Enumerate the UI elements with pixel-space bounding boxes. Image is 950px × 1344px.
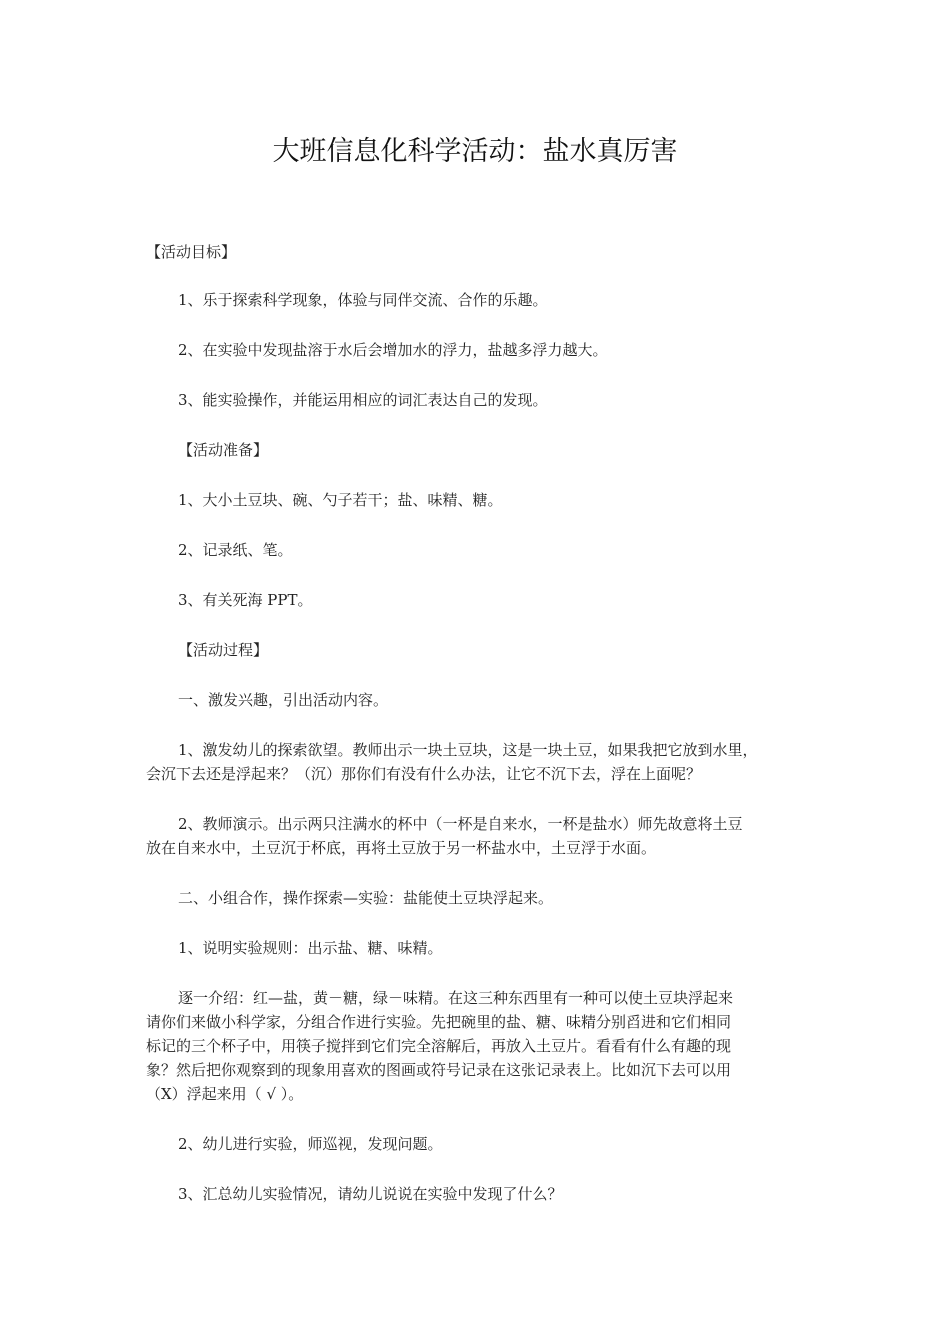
part1-paragraph-1-line-2: 会沉下去还是浮起来？（沉）那你们有没有什么办法，让它不沉下去，浮在上面呢？ [146,765,702,783]
part2-intro-line-4: 象？然后把你观察到的现象用喜欢的图画或符号记录在这张记录表上。比如沉下去可以用 [146,1061,732,1079]
part1-paragraph-2-line-2: 放在自来水中，土豆沉于杯底，再将土豆放于另一杯盐水中，土豆浮于水面。 [146,839,657,857]
part2-intro-line-3: 标记的三个杯子中，用筷子搅拌到它们完全溶解后，再放入土豆片。看看有什么有趣的现 [146,1037,732,1055]
part2-item-3: 3、汇总幼儿实验情况，请幼儿说说在实验中发现了什么？ [178,1185,563,1203]
goal-item-3: 3、能实验操作，并能运用相应的词汇表达自己的发现。 [178,391,548,409]
prep-heading: 【活动准备】 [178,441,269,459]
part1-heading: 一、激发兴趣，引出活动内容。 [178,691,389,709]
goal-item-2: 2、在实验中发现盐溶于水后会增加水的浮力，盐越多浮力越大。 [178,341,608,359]
goal-item-1: 1、乐于探索科学现象，体验与同伴交流、合作的乐趣。 [178,291,548,309]
part2-item-2: 2、幼儿进行实验，师巡视，发现问题。 [178,1135,443,1153]
part2-intro-line-1: 逐一介绍：红—盐，黄－糖，绿－味精。在这三种东西里有一种可以使土豆块浮起来 [178,989,734,1007]
part2-item-1: 1、说明实验规则：出示盐、糖、味精。 [178,939,443,957]
process-heading: 【活动过程】 [178,641,269,659]
part2-heading: 二、小组合作，操作探索—实验：盐能使土豆块浮起来。 [178,889,554,907]
prep-item-3: 3、有关死海 PPT。 [178,591,313,609]
prep-item-2: 2、记录纸、笔。 [178,541,293,559]
part1-paragraph-1-line-1: 1、激发幼儿的探索欲望。教师出示一块土豆块，这是一块土豆，如果我把它放到水里， [178,741,758,759]
part1-paragraph-2-line-1: 2、教师演示。出示两只注满水的杯中（一杯是自来水，一杯是盐水）师先故意将土豆 [178,815,743,833]
prep-item-1: 1、大小土豆块、碗、勺子若干；盐、味精、糖。 [178,491,503,509]
part2-intro-line-2: 请你们来做小科学家，分组合作进行实验。先把碗里的盐、糖、味精分别舀进和它们相同 [146,1013,732,1031]
part2-intro-line-5: （X）浮起来用（ √ ）。 [146,1085,304,1103]
goals-heading: 【活动目标】 [146,243,237,261]
document-title: 大班信息化科学活动：盐水真厉害 [272,136,678,167]
